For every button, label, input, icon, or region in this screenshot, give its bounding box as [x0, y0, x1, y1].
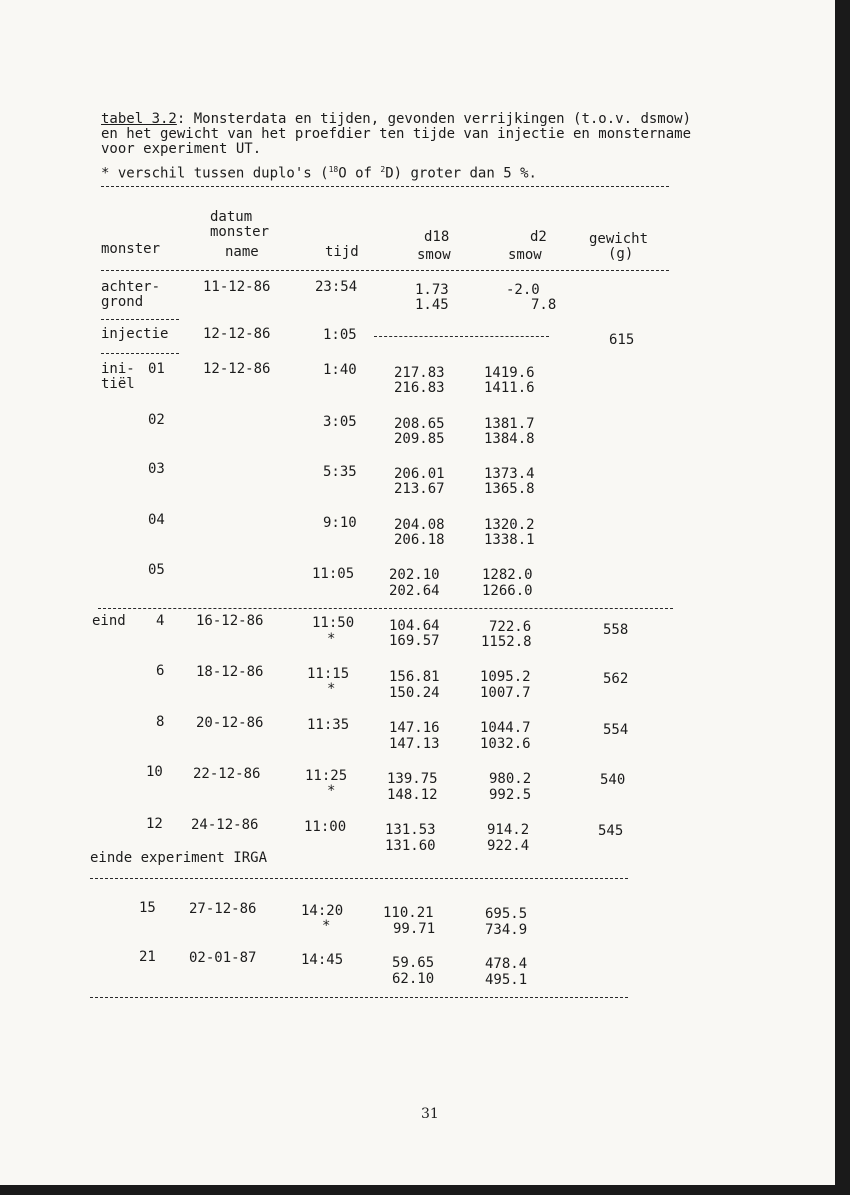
row-10-date: 22-12-86 [193, 766, 261, 782]
row-03-d2b: 1365.8 [484, 481, 535, 497]
row-eind4-d18b: 169.57 [389, 633, 440, 649]
row-21-d2b: 495.1 [485, 972, 528, 988]
row-21-num: 21 [139, 949, 156, 965]
rule-injectie [374, 336, 549, 337]
row-achtergrond-d2b: 7.8 [531, 297, 557, 313]
row-12-d18b: 131.60 [385, 838, 436, 854]
row-6-weight: 562 [603, 671, 629, 687]
row-15-d18a: 110.21 [383, 905, 434, 921]
row-achtergrond-date: 11-12-86 [203, 279, 271, 295]
row-eind-label: eind [92, 613, 126, 629]
row-10-num: 10 [146, 764, 163, 780]
row-21-d18b: 62.10 [392, 971, 435, 987]
row-02-time: 3:05 [323, 414, 357, 430]
page-number: 31 [421, 1106, 439, 1122]
row-injectie-label: injectie [101, 326, 169, 342]
row-8-time: 11:35 [307, 717, 350, 733]
header-d2: d2 [530, 229, 547, 245]
rule-eind [98, 608, 673, 609]
note-sup2: 2 [380, 165, 386, 174]
row-eind4-date: 16-12-86 [196, 613, 264, 629]
row-12-d18a: 131.53 [385, 822, 436, 838]
row-6-d18b: 150.24 [389, 685, 440, 701]
row-initieel-time: 1:40 [323, 362, 357, 378]
row-8-weight: 554 [603, 722, 629, 738]
row-achtergrond-d18a: 1.73 [415, 282, 449, 298]
row-15-d18b: 99.71 [393, 921, 436, 937]
row-12-date: 24-12-86 [191, 817, 259, 833]
row-03-d18b: 213.67 [394, 481, 445, 497]
row-8-d2a: 1044.7 [480, 720, 531, 736]
caption-line-1 [101, 112, 821, 127]
row-02-d2a: 1381.7 [484, 416, 535, 432]
einde-experiment-label: einde experiment IRGA [90, 850, 268, 866]
row-8-num: 8 [156, 714, 165, 730]
rule-bottom [90, 997, 628, 998]
row-8-d18a: 147.16 [389, 720, 440, 736]
row-02-d18b: 209.85 [394, 431, 445, 447]
row-initieel-d18b: 216.83 [394, 380, 445, 396]
row-15-d2b: 734.9 [485, 922, 528, 938]
row-21-date: 02-01-87 [189, 950, 257, 966]
row-04-d18a: 204.08 [394, 517, 445, 533]
row-6-date: 18-12-86 [196, 664, 264, 680]
row-02-d2b: 1384.8 [484, 431, 535, 447]
row-6-num: 6 [156, 663, 165, 679]
header-monster2: monster [210, 224, 270, 240]
row-04-d18b: 206.18 [394, 532, 445, 548]
caption-line1-text: : Monsterdata en tijden, gevonden verrijkingen (t.o.v. dsmow) [176, 111, 692, 127]
row-10-d18b: 148.12 [387, 787, 438, 803]
row-eind4-weight: 558 [603, 622, 629, 638]
row-05-d18a: 202.10 [389, 567, 440, 583]
row-10-weight: 540 [600, 772, 626, 788]
row-12-d2b: 922.4 [487, 838, 530, 854]
header-gewicht: gewicht [589, 231, 649, 247]
row-6-d18a: 156.81 [389, 669, 440, 685]
row-eind4-d2a: 722.6 [489, 619, 532, 635]
row-03-d2a: 1373.4 [484, 466, 535, 482]
row-achtergrond-d18b: 1.45 [415, 297, 449, 313]
row-21-d2a: 478.4 [485, 956, 528, 972]
row-initieel-label-1: ini- [101, 361, 135, 377]
row-8-d2b: 1032.6 [480, 736, 531, 752]
row-6-time: 11:15 [307, 666, 350, 682]
row-05-num: 05 [148, 562, 165, 578]
row-eind4-num: 4 [156, 613, 165, 629]
caption-label: tabel 3.2 [101, 111, 177, 127]
row-initieel-d2b: 1411.6 [484, 380, 535, 396]
rule-header [101, 270, 669, 271]
note-post: D) groter dan 5 %. [385, 165, 537, 182]
row-10-d18a: 139.75 [387, 771, 438, 787]
row-achtergrond-time: 23:54 [315, 279, 358, 295]
row-8-d18b: 147.13 [389, 736, 440, 752]
header-tijd: tijd [325, 244, 359, 260]
row-15-d2a: 695.5 [485, 906, 528, 922]
row-15-num: 15 [139, 900, 156, 916]
row-eind4-time: 11:50 [312, 615, 355, 631]
row-achtergrond-label-1: achter- [101, 279, 161, 295]
row-injectie-weight: 615 [609, 332, 635, 348]
header-d2-smow: smow [508, 247, 542, 263]
row-8-date: 20-12-86 [196, 715, 264, 731]
row-10-d2a: 980.2 [489, 771, 532, 787]
note-pre: * verschil tussen duplo's ( [101, 165, 329, 182]
header-d18: d18 [424, 229, 450, 245]
row-6-d2a: 1095.2 [480, 669, 531, 685]
row-initieel-date: 12-12-86 [203, 361, 271, 377]
row-04-d2a: 1320.2 [484, 517, 535, 533]
row-15-mark: * [322, 918, 331, 934]
row-6-d2b: 1007.7 [480, 685, 531, 701]
caption-line-2: en het gewicht van het proefdier ten tijde van injectie en monstername [101, 126, 692, 142]
rule-short-2 [101, 353, 179, 354]
rule-top [101, 186, 669, 187]
row-initieel-d18a: 217.83 [394, 365, 445, 381]
header-name: name [225, 244, 259, 260]
row-12-d2a: 914.2 [487, 822, 530, 838]
row-6-mark: * [327, 681, 336, 697]
row-04-num: 04 [148, 512, 165, 528]
row-21-time: 14:45 [301, 952, 344, 968]
row-12-num: 12 [146, 816, 163, 832]
header-datum: datum [210, 209, 253, 225]
row-10-time: 11:25 [305, 768, 348, 784]
row-initieel-num: 01 [148, 361, 165, 377]
row-10-mark: * [327, 783, 336, 799]
row-05-d2b: 1266.0 [482, 583, 533, 599]
header-monster: monster [101, 241, 161, 257]
row-02-d18a: 208.65 [394, 416, 445, 432]
row-15-time: 14:20 [301, 903, 344, 919]
row-02-num: 02 [148, 412, 165, 428]
row-10-d2b: 992.5 [489, 787, 532, 803]
row-injectie-time: 1:05 [323, 327, 357, 343]
row-eind4-mark: * [327, 631, 336, 647]
header-d18-smow: smow [417, 247, 451, 263]
row-achtergrond-d2a: -2.0 [506, 282, 540, 298]
row-04-time: 9:10 [323, 515, 357, 531]
caption-note [101, 162, 821, 182]
row-injectie-date: 12-12-86 [203, 326, 271, 342]
row-initieel-label-2: tiël [101, 376, 135, 392]
row-12-weight: 545 [598, 823, 624, 839]
row-21-d18a: 59.65 [392, 955, 435, 971]
note-mid: O of [338, 165, 381, 182]
row-achtergrond-label-2: grond [101, 294, 144, 310]
row-12-time: 11:00 [304, 819, 347, 835]
note-sup1: 18 [328, 165, 339, 174]
row-05-time: 11:05 [312, 566, 355, 582]
row-15-date: 27-12-86 [189, 901, 257, 917]
row-03-d18a: 206.01 [394, 466, 445, 482]
rule-einde [90, 878, 628, 879]
caption-line-3: voor experiment UT. [101, 141, 262, 157]
row-eind4-d2b: 1152.8 [481, 634, 532, 650]
rule-short-1 [101, 319, 179, 320]
row-03-num: 03 [148, 461, 165, 477]
row-initieel-d2a: 1419.6 [484, 365, 535, 381]
header-unit: (g) [608, 246, 634, 262]
row-05-d18b: 202.64 [389, 583, 440, 599]
row-03-time: 5:35 [323, 464, 357, 480]
row-04-d2b: 1338.1 [484, 532, 535, 548]
row-05-d2a: 1282.0 [482, 567, 533, 583]
row-eind4-d18a: 104.64 [389, 618, 440, 634]
